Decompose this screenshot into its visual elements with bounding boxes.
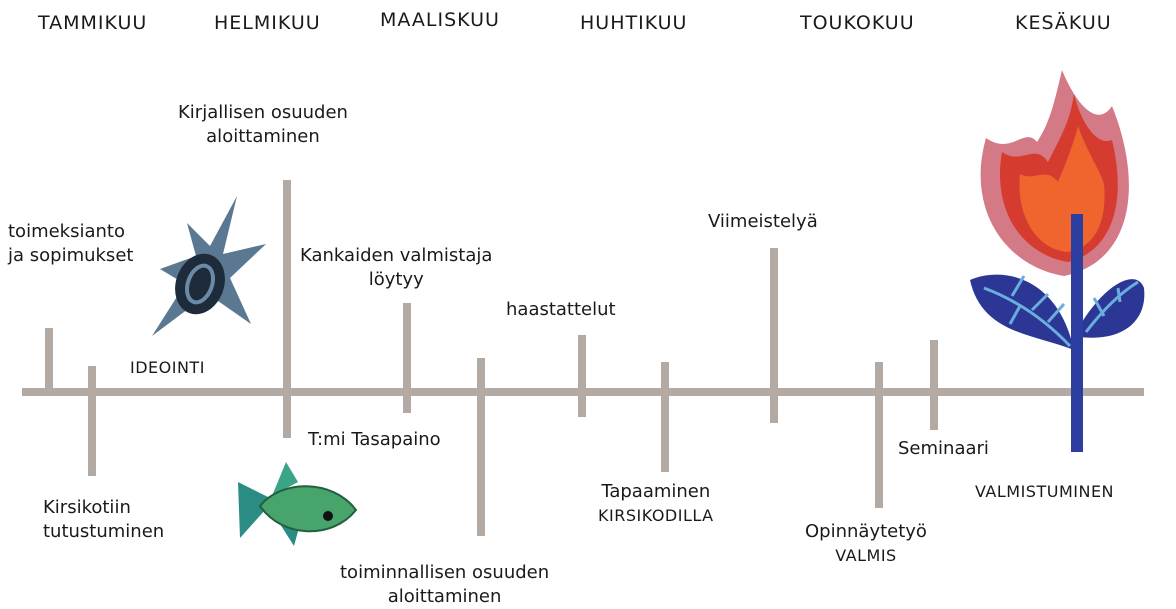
month-label-mar: MAALISKUU: [380, 9, 500, 31]
flower-icon: [962, 66, 1152, 452]
event-text: toimeksianto: [8, 221, 125, 242]
fish-icon: [236, 460, 360, 552]
event-kirjallinen: [178, 101, 348, 149]
event-text: Viimeistelyä: [708, 211, 818, 232]
timeline-tick: [661, 362, 669, 472]
timeline-tick: [578, 335, 586, 417]
month-label-apr: HUHTIKUU: [580, 12, 688, 34]
event-text: haastattelut: [506, 299, 616, 320]
event-text: IDEOINTI: [130, 358, 205, 377]
event-text: aloittaminen: [206, 126, 320, 147]
timeline-tick: [88, 366, 96, 476]
event-text: T:mi Tasapaino: [308, 429, 441, 450]
event-text: Opinnäytetyö: [805, 521, 927, 542]
timeline-tick: [477, 358, 485, 536]
event-text: Kirjallisen osuuden: [178, 102, 348, 123]
event-text: VALMISTUMINEN: [975, 482, 1115, 501]
event-viimeistely: [708, 210, 818, 234]
event-opinnayte: [805, 520, 927, 568]
event-valmistuminen: [975, 480, 1114, 504]
event-text: Tapaaminen: [601, 481, 711, 502]
month-label-may: TOUKOKUU: [800, 12, 915, 34]
event-text: Seminaari: [898, 438, 989, 459]
event-text: Kankaiden valmistaja: [300, 245, 493, 266]
timeline-tick: [403, 303, 411, 413]
event-toimeksianto: [8, 220, 133, 268]
timeline-tick: [283, 180, 291, 438]
event-text: ja sopimukset: [8, 245, 134, 266]
event-ideointi: [130, 356, 205, 380]
timeline-tick: [770, 248, 778, 423]
event-text: tutustuminen: [43, 521, 165, 542]
event-text: aloittaminen: [387, 586, 502, 607]
event-text: Kirsikotiin: [43, 497, 131, 518]
event-kankaat: [300, 244, 492, 292]
event-toiminnallinen: [340, 561, 549, 609]
timeline-tick: [875, 362, 883, 508]
spark-star-icon: [148, 196, 273, 338]
event-kirsikoti: [43, 496, 164, 544]
event-text: VALMIS: [835, 546, 897, 565]
timeline-tick: [45, 328, 53, 390]
month-label-jun: KESÄKUU: [1015, 12, 1112, 34]
month-label-feb: HELMIKUU: [214, 12, 321, 34]
event-tasapaino: [308, 428, 441, 452]
timeline-tick: [930, 340, 938, 430]
event-tapaaminen: [598, 480, 714, 528]
event-text: toiminnallisen osuuden: [340, 562, 550, 583]
month-label-jan: TAMMIKUU: [38, 12, 148, 34]
event-text: KIRSIKODILLA: [598, 506, 714, 525]
event-text: löytyy: [368, 269, 424, 290]
event-haastattelut: [506, 298, 616, 322]
